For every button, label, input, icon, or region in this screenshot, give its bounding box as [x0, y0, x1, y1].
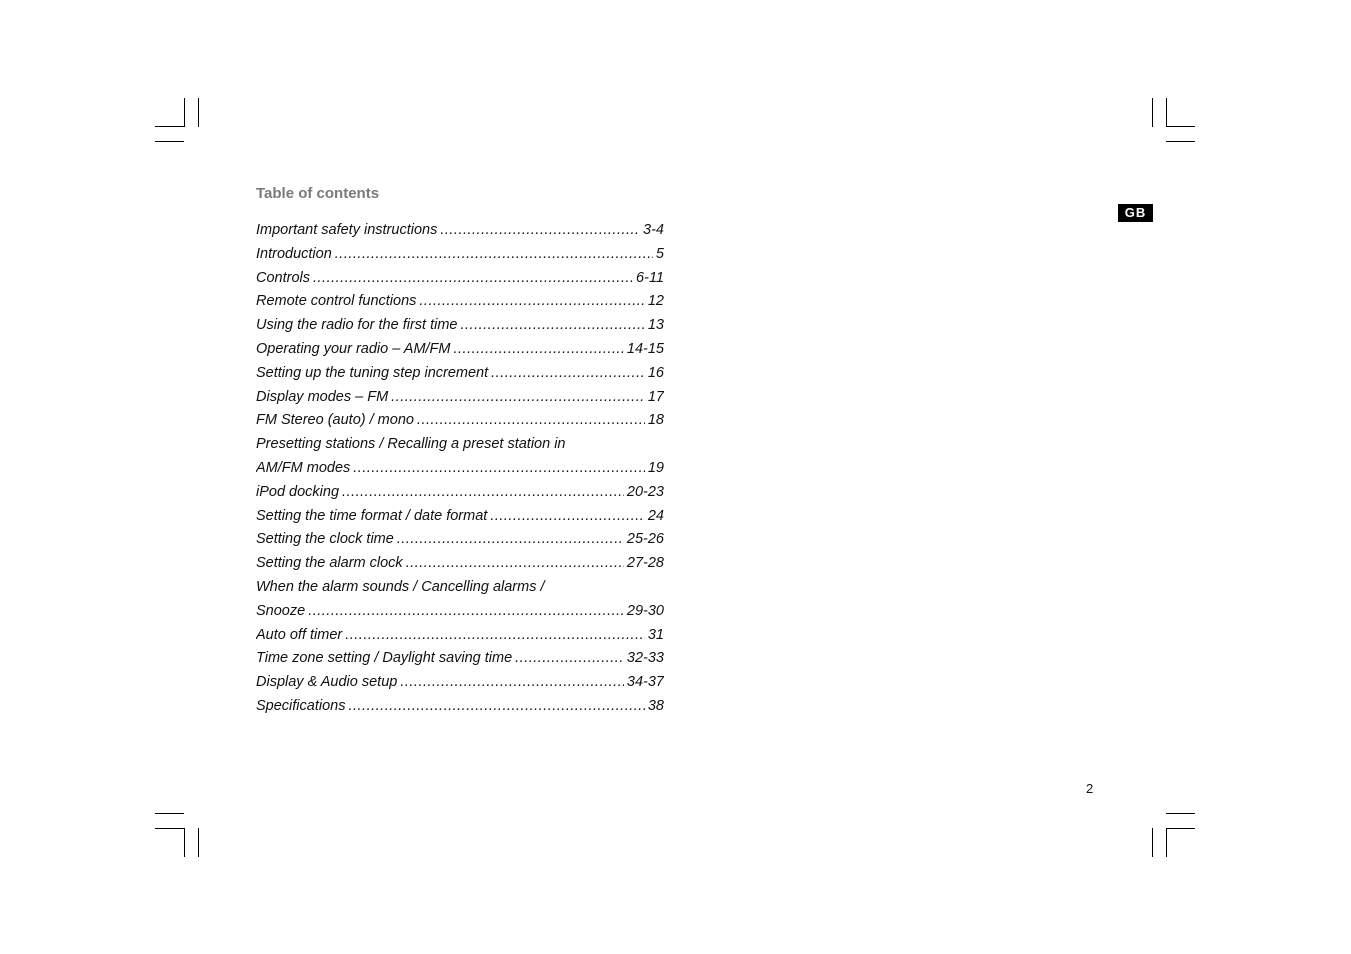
toc-entry[interactable] — [256, 409, 664, 433]
toc-entry-page: 27-28 — [626, 555, 664, 572]
crop-mark — [155, 813, 184, 814]
toc-entry-label: iPod docking — [256, 483, 340, 500]
page-title: Table of contents — [256, 185, 380, 202]
crop-mark — [1166, 141, 1195, 142]
toc-entry-label: Auto off timer — [256, 626, 343, 643]
toc-entry-page: 38 — [647, 697, 664, 714]
toc-entry-label: Time zone setting / Daylight saving time — [256, 650, 513, 667]
toc-entry-leader — [406, 552, 624, 576]
toc-entry-page: 20-23 — [626, 483, 664, 500]
page-number: 2 — [1086, 781, 1094, 796]
crop-mark — [184, 98, 185, 127]
toc-entry-label: When the alarm sounds / Cancelling alarms / — [256, 578, 545, 595]
toc-entry[interactable] — [256, 433, 664, 457]
toc-entry-leader — [490, 505, 645, 529]
toc-entry[interactable] — [256, 457, 664, 481]
toc-entry-page: 32-33 — [626, 650, 664, 667]
toc-entry-leader — [397, 528, 624, 552]
crop-mark — [1166, 813, 1195, 814]
toc-entry-leader — [348, 695, 644, 719]
toc-entry[interactable] — [256, 338, 664, 362]
toc-entry[interactable] — [256, 624, 664, 648]
toc-entry[interactable] — [256, 695, 664, 719]
toc-entry-label: Setting the alarm clock — [256, 555, 403, 572]
toc-entry-label: Display & Audio setup — [256, 674, 398, 691]
toc-entry[interactable] — [256, 600, 664, 624]
toc-entry-label: Display modes – FM — [256, 388, 389, 405]
toc-entry-page: 12 — [647, 293, 664, 310]
toc-entry[interactable] — [256, 505, 664, 529]
toc-entry[interactable] — [256, 576, 664, 600]
toc-entry[interactable] — [256, 552, 664, 576]
toc-entry-label: Setting the time format / date format — [256, 507, 488, 524]
toc-entry-leader — [345, 624, 645, 648]
toc-entry-label: Setting up the tuning step increment — [256, 364, 489, 381]
toc-entry-page: 19 — [647, 459, 664, 476]
toc-entry[interactable] — [256, 243, 664, 267]
crop-mark — [1152, 98, 1153, 127]
toc-entry-page: 24 — [647, 507, 664, 524]
toc-entry[interactable] — [256, 386, 664, 410]
toc-entry-leader — [460, 314, 644, 338]
crop-mark — [198, 828, 199, 857]
toc-entry-page: 17 — [647, 388, 664, 405]
toc-entry-label: Snooze — [256, 602, 306, 619]
toc-entry-page: 6-11 — [636, 269, 664, 286]
toc-entry-leader — [342, 481, 624, 505]
toc-entry-page: 3-4 — [643, 222, 664, 238]
crop-mark — [155, 141, 184, 142]
toc-entry-label: AM/FM modes — [256, 459, 351, 476]
toc-entry-label: Setting the clock time — [256, 531, 394, 548]
toc-entry-label: Using the radio for the first time — [256, 317, 458, 334]
toc-entry-leader — [417, 409, 645, 433]
toc-entry-page: 34-37 — [626, 674, 664, 691]
toc-entry-label: Operating your radio – AM/FM — [256, 340, 451, 357]
toc-entry-page: 14-15 — [626, 340, 664, 357]
toc-entry-label: Specifications — [256, 697, 346, 714]
toc-entry-label: Introduction — [256, 245, 332, 262]
crop-mark — [1166, 828, 1195, 829]
toc-entry-leader — [440, 219, 640, 243]
toc-entry-label: Remote control functions — [256, 293, 417, 310]
crop-mark — [155, 828, 184, 829]
toc-entry[interactable] — [256, 362, 664, 386]
toc-entry-leader — [353, 457, 645, 481]
toc-entry[interactable] — [256, 314, 664, 338]
toc-entry-leader — [400, 671, 624, 695]
crop-mark — [1152, 828, 1153, 857]
toc-entry-leader — [419, 290, 644, 314]
toc-entry-page: 5 — [655, 245, 664, 262]
toc-entry-label: FM Stereo (auto) / mono — [256, 412, 414, 429]
toc-entry-page: 25-26 — [626, 531, 664, 548]
toc-entry[interactable] — [256, 647, 664, 671]
toc-entry-page: 31 — [647, 626, 664, 643]
toc-list — [256, 219, 664, 719]
toc-entry-page: 29-30 — [626, 602, 664, 619]
toc-entry-page: 18 — [647, 412, 664, 429]
toc-entry[interactable] — [256, 219, 664, 243]
toc-entry-label: Presetting stations / Recalling a preset station in — [256, 436, 566, 453]
toc-entry[interactable] — [256, 267, 664, 291]
toc-entry[interactable] — [256, 671, 664, 695]
crop-mark — [184, 828, 185, 857]
toc-entry-leader — [453, 338, 623, 362]
toc-entry-label: Important safety instructions — [256, 222, 438, 238]
toc-entry-leader — [308, 600, 624, 624]
toc-entry[interactable] — [256, 528, 664, 552]
language-badge: GB — [1118, 204, 1153, 222]
toc-entry-leader — [335, 243, 653, 267]
toc-entry-leader — [515, 647, 624, 671]
toc-entry[interactable] — [256, 481, 664, 505]
crop-mark — [155, 126, 184, 127]
toc-entry-page: 16 — [647, 364, 664, 381]
toc-entry-label: Controls — [256, 269, 310, 286]
crop-mark — [1166, 98, 1167, 127]
crop-mark — [198, 98, 199, 127]
toc-entry-leader — [391, 386, 645, 410]
crop-mark — [1166, 828, 1167, 857]
toc-entry-leader — [491, 362, 645, 386]
toc-entry[interactable] — [256, 290, 664, 314]
toc-entry-page: 13 — [647, 317, 664, 334]
toc-entry-leader — [313, 267, 633, 291]
crop-mark — [1166, 126, 1195, 127]
